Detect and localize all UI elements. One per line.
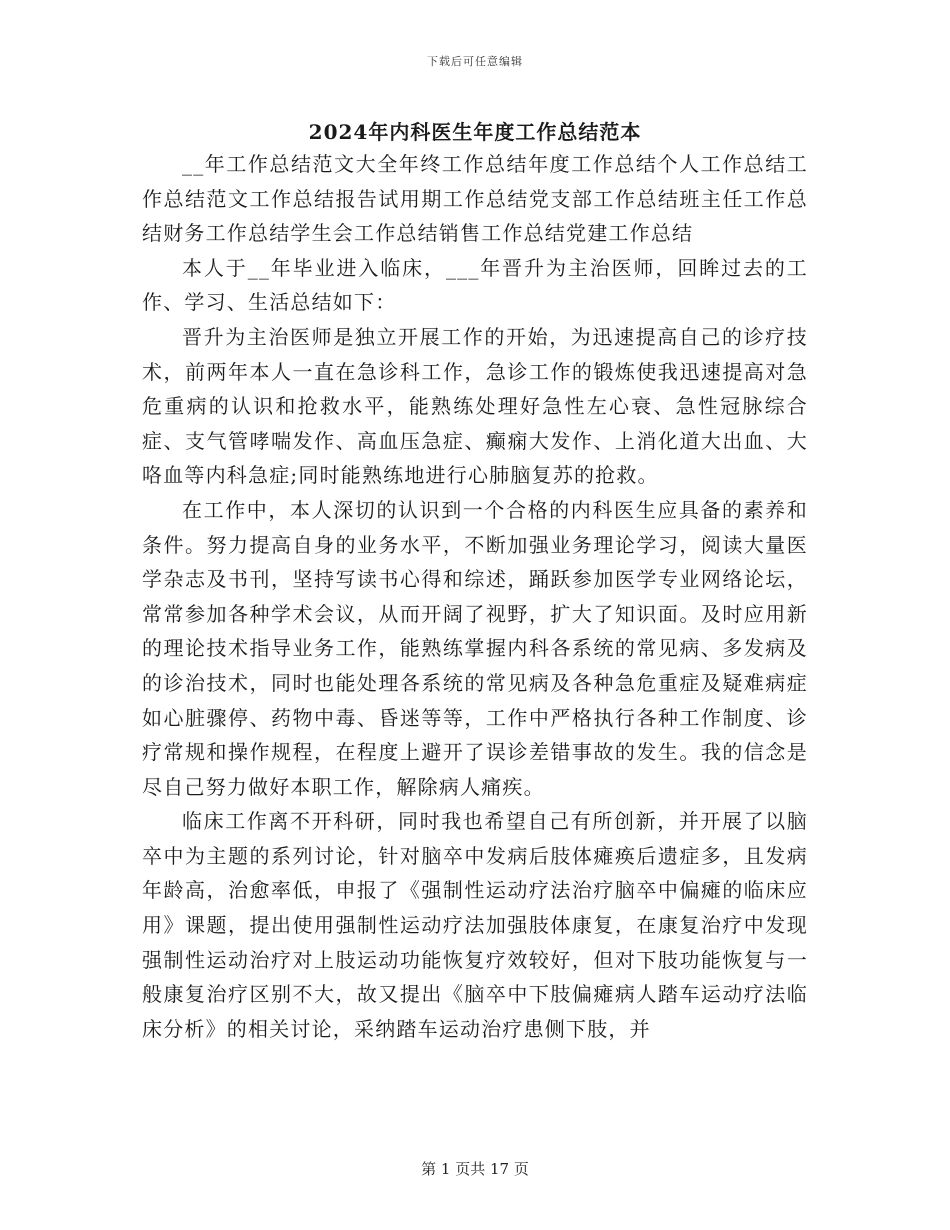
paragraph: 本人于__年毕业进入临床，___年晋升为主治医师，回眸过去的工作、学习、生活总结如下： xyxy=(142,255,808,315)
document-title: 2024年内科医生年度工作总结范本 xyxy=(308,120,642,144)
paragraph: 在工作中，本人深切的认识到一个合格的内科医生应具备的素养和条件。努力提高自身的业务水平，不断加强业务理论学习，阅读大量医学杂志及书刊，坚持写读书心得和综述，踊跃参加医学专业网络论坛，常常参加各种学术会议，从而开阔了视野，扩大了知识面。及时应用新的理论技术指导业务工作，能熟练掌握内科各系统的常见病、多发病及的诊治技术，同时也能处理各系统的常见病及各种急危重症及疑难病症如心脏骤停、药物中毒、昏迷等等，工作中严格执行各种工作制度、诊疗常规和操作规程，在程度上避开了误诊差错事故的发生。我的信念是尽自己努力做好本职工作，解除病人痛疾。 xyxy=(142,497,808,799)
paragraph: 晋升为主治医师是独立开展工作的开始，为迅速提高自己的诊疗技术，前两年本人一直在急诊科工作，急诊工作的锻炼使我迅速提高对急危重病的认识和抢救水平，能熟练处理好急性左心衰、急性冠脉综合症、支气管哮喘发作、高血压急症、癫痫大发作、上消化道大出血、大咯血等内科急症;同时能熟练地进行心肺脑复苏的抢救。 xyxy=(142,324,808,488)
page-header: 下载后可任意编辑 xyxy=(427,55,523,68)
page-footer: 第 1 页共 17 页 xyxy=(421,1160,529,1178)
document-body xyxy=(142,147,808,1046)
paragraph: 临床工作离不开科研，同时我也希望自己有所创新，并开展了以脑卒中为主题的系列讨论，针对脑卒中发病后肢体瘫痪后遗症多，且发病年龄高，治愈率低，申报了《强制性运动疗法治疗脑卒中偏瘫的临床应用》课题，提出使用强制性运动疗法加强肢体康复，在康复治疗中发现强制性运动治疗对上肢运动功能恢复疗效较好，但对下肢功能恢复与一般康复治疗区别不大，故又提出《脑卒中下肢偏瘫病人踏车运动疗法临床分析》的相关讨论，采纳踏车运动治疗患侧下肢，并 xyxy=(142,809,808,1041)
paragraph: __年工作总结范文大全年终工作总结年度工作总结个人工作总结工作总结范文工作总结报告试用期工作总结党支部工作总结班主任工作总结财务工作总结学生会工作总结销售工作总结党建工作总结 xyxy=(142,152,808,246)
